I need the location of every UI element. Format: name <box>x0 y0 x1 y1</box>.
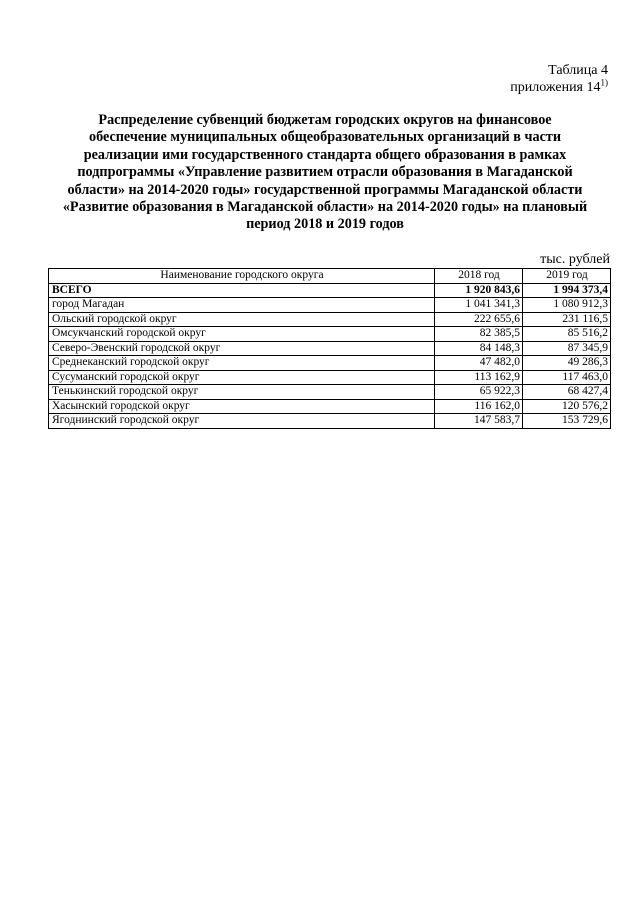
table-row <box>49 370 611 385</box>
cell-2019: 87 345,9 <box>523 341 611 356</box>
cell-2018: 222 655,6 <box>435 312 523 327</box>
cell-2019: 49 286,3 <box>523 356 611 371</box>
subvention-table <box>48 268 611 429</box>
cell-2019: 1 994 373,4 <box>523 283 611 298</box>
table-row <box>49 399 611 414</box>
cell-2019: 120 576,2 <box>523 399 611 414</box>
table-row <box>49 385 611 400</box>
cell-2018: 147 583,7 <box>435 414 523 429</box>
cell-name: Ягоднинский городской округ <box>49 414 435 429</box>
table-row <box>49 414 611 429</box>
cell-name: Среднеканский городской округ <box>49 356 435 371</box>
appendix-line <box>510 79 608 96</box>
cell-2019: 1 080 912,3 <box>523 298 611 313</box>
appendix-label: приложения 14 <box>510 80 601 95</box>
cell-2019: 117 463,0 <box>523 370 611 385</box>
table-row <box>49 341 611 356</box>
cell-name: Тенькинский городской округ <box>49 385 435 400</box>
cell-2018: 82 385,5 <box>435 327 523 342</box>
cell-2019: 231 116,5 <box>523 312 611 327</box>
table-header-row <box>49 269 611 284</box>
table-row <box>49 298 611 313</box>
cell-2019: 85 516,2 <box>523 327 611 342</box>
cell-2019: 153 729,6 <box>523 414 611 429</box>
table-label: Таблица 4 <box>548 63 608 78</box>
table-row <box>49 327 611 342</box>
table-reference <box>510 62 608 96</box>
cell-name: Ольский городской округ <box>49 312 435 327</box>
column-header-name: Наименование городского округа <box>49 269 435 284</box>
cell-2018: 65 922,3 <box>435 385 523 400</box>
cell-name: ВСЕГО <box>49 283 435 298</box>
column-header-2018: 2018 год <box>435 269 523 284</box>
cell-2018: 113 162,9 <box>435 370 523 385</box>
cell-2019: 68 427,4 <box>523 385 611 400</box>
cell-name: Хасынский городской округ <box>49 399 435 414</box>
document-title: Распределение субвенций бюджетам городских округов на финансовое обеспечение муниципальных общеобразовательных организаций в части реализации ими государственного стандарта общего образования в рамках подпрограммы «Управление развитием отрасли образования в Магаданской области» на 2014-2020 годы» государственной программы Магаданской области «Развитие образования в Магаданской области» на 2014-2020 годы» на плановый период 2018 и 2019 годов <box>62 112 588 233</box>
cell-name: город Магадан <box>49 298 435 313</box>
cell-name: Северо-Эвенский городской округ <box>49 341 435 356</box>
table-row <box>49 356 611 371</box>
cell-2018: 116 162,0 <box>435 399 523 414</box>
column-header-2019: 2019 год <box>523 269 611 284</box>
table-row-total <box>49 283 611 298</box>
appendix-superscript: 1) <box>600 77 608 88</box>
cell-2018: 1 041 341,3 <box>435 298 523 313</box>
cell-2018: 47 482,0 <box>435 356 523 371</box>
units-label: тыс. рублей <box>540 252 610 267</box>
cell-name: Сусуманский городской округ <box>49 370 435 385</box>
cell-2018: 84 148,3 <box>435 341 523 356</box>
table-row <box>49 312 611 327</box>
cell-2018: 1 920 843,6 <box>435 283 523 298</box>
cell-name: Омсукчанский городской округ <box>49 327 435 342</box>
